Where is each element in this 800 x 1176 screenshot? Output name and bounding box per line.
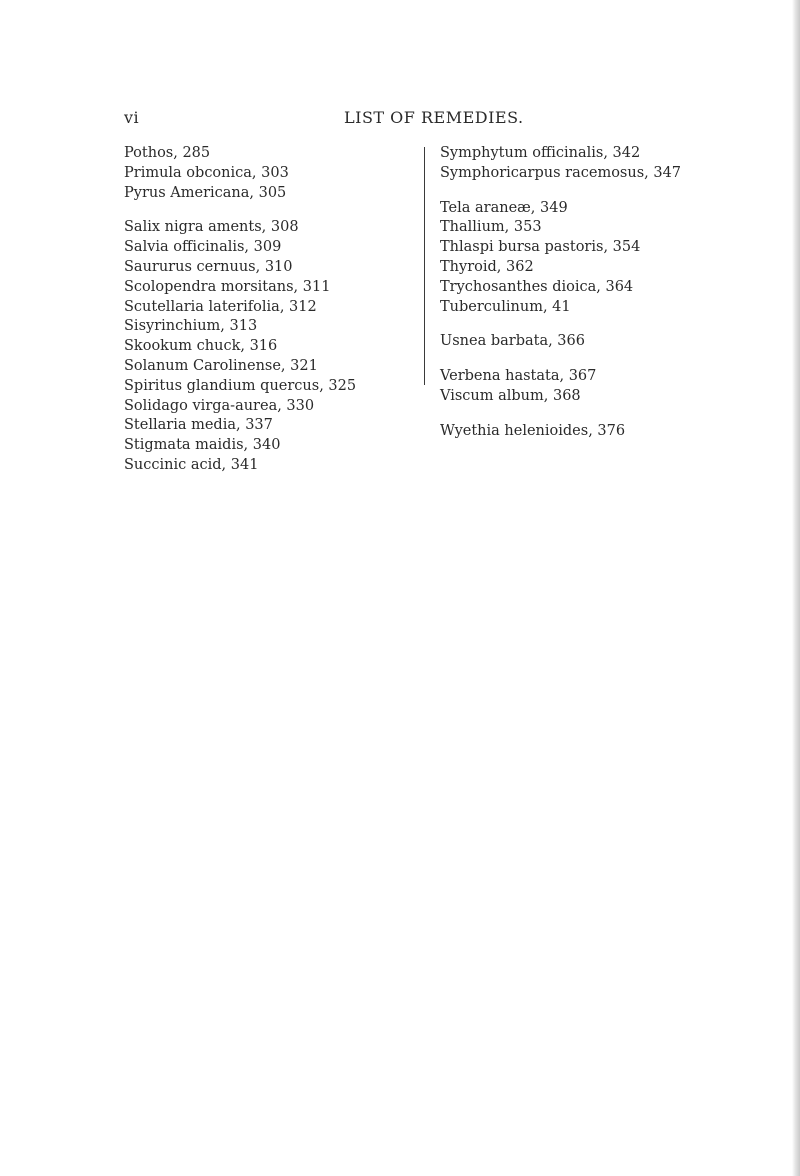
remedy-entry: Verbena hastata, 367	[440, 368, 597, 385]
running-title: LIST OF REMEDIES.	[344, 108, 524, 127]
column-divider	[424, 147, 425, 385]
remedy-group	[440, 422, 740, 442]
page-number: vi	[124, 108, 140, 127]
remedy-entry: Symphytum officinalis, 342	[440, 145, 641, 161]
remedy-entry: Salix nigra aments, 308	[124, 219, 299, 236]
remedy-entry: Solanum Carolinense, 321	[124, 357, 318, 374]
remedy-entry: Salvia officinalis, 309	[124, 239, 282, 256]
remedy-entry: Sisyrinchium, 313	[124, 318, 258, 335]
remedy-group	[124, 144, 408, 203]
remedy-entry: Pothos, 285	[124, 145, 211, 161]
remedy-entry: Skookum chuck, 316	[124, 338, 278, 355]
remedy-entry: Usnea barbata, 366	[440, 333, 585, 350]
remedy-entry: Solidago virga-aurea, 330	[124, 397, 315, 414]
remedy-group	[124, 218, 408, 475]
remedy-group	[440, 144, 740, 184]
remedy-entry: Stigmata maidis, 340	[124, 437, 281, 454]
remedy-entry: Tuberculinum, 41	[440, 298, 571, 315]
remedy-entry: Wyethia helenioides, 376	[440, 422, 626, 439]
running-header	[124, 108, 684, 130]
remedy-group	[440, 199, 740, 318]
remedy-entry: Saururus cernuus, 310	[124, 258, 293, 275]
remedy-entry: Spiritus glandium quercus, 325	[124, 377, 357, 394]
remedy-entry: Primula obconica, 303	[124, 164, 289, 181]
remedy-entry: Thyroid, 362	[440, 258, 534, 275]
remedy-list-left-column	[124, 144, 408, 491]
remedy-entry: Scutellaria laterifolia, 312	[124, 298, 317, 315]
remedy-entry: Scolopendra morsitans, 311	[124, 278, 331, 295]
remedy-entry: Symphoricarpus racemosus, 347	[440, 164, 682, 181]
remedy-entry: Pyrus Americana, 305	[124, 184, 287, 201]
remedy-entry: Succinic acid, 341	[124, 456, 259, 473]
remedy-entry: Thlaspi bursa pastoris, 354	[440, 239, 641, 256]
remedy-entry: Stellaria media, 337	[124, 417, 273, 434]
remedy-entry: Viscum album, 368	[440, 387, 581, 404]
remedy-group	[440, 332, 740, 352]
page-edge-shadow	[792, 0, 800, 1176]
remedy-entry: Thallium, 353	[440, 219, 542, 236]
remedy-list-right-column	[440, 144, 740, 457]
remedy-group	[440, 367, 740, 407]
remedy-entry: Trychosanthes dioica, 364	[440, 278, 634, 295]
remedy-entry: Tela araneæ, 349	[440, 199, 568, 216]
